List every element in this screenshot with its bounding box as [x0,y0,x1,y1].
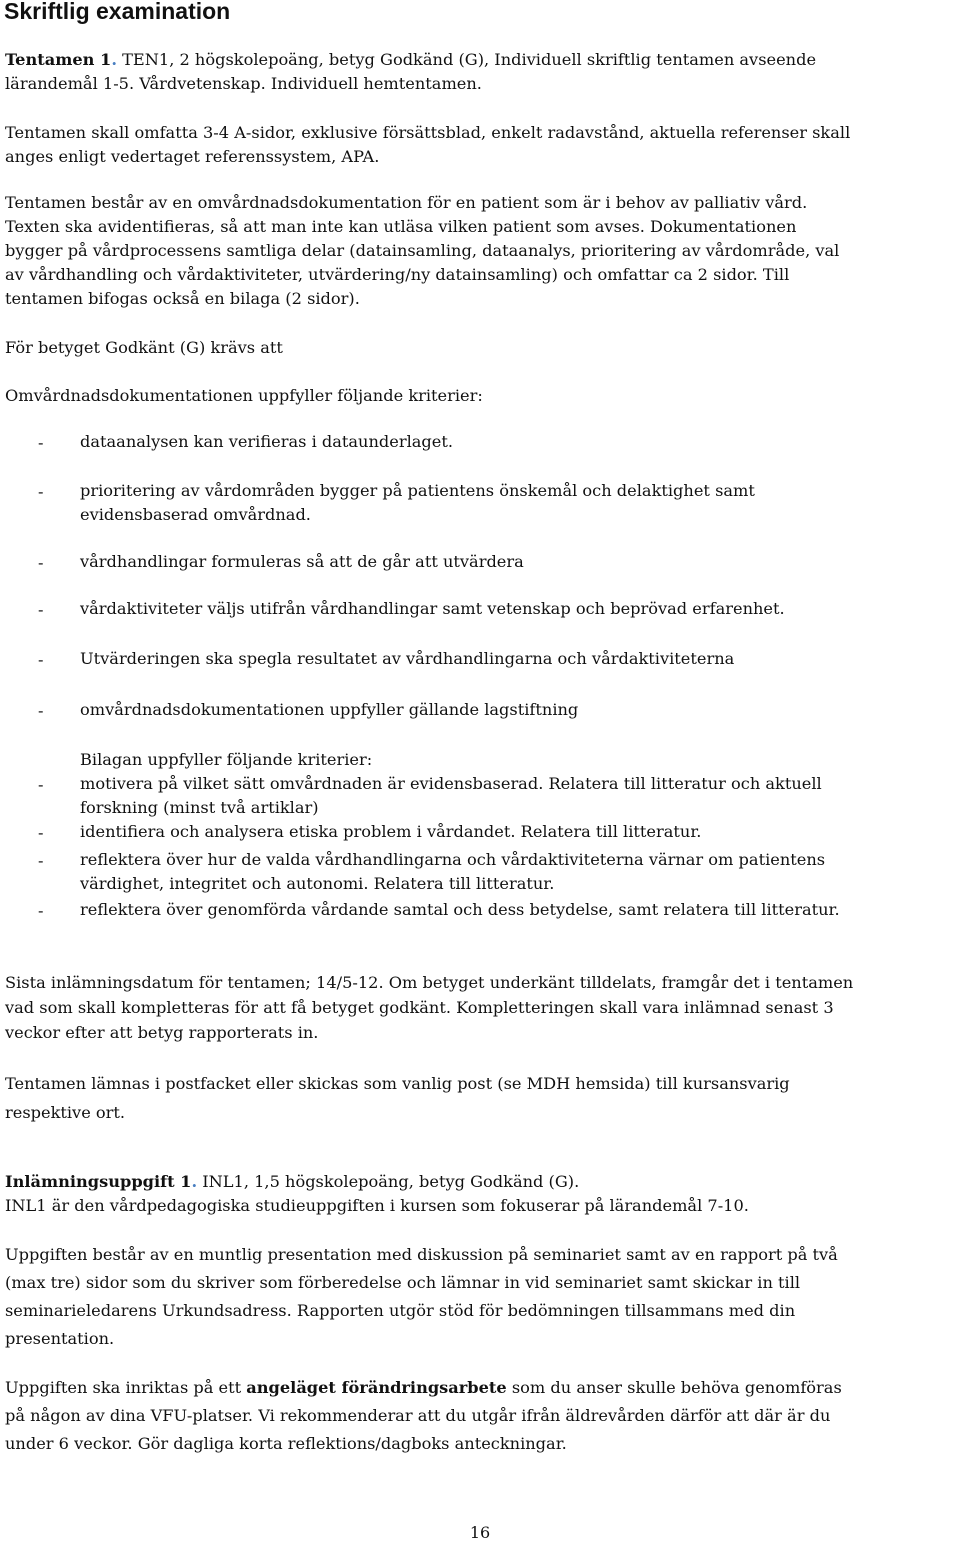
criteria-item-6: omvårdnadsdokumentationen uppfyller gällande lagstiftning [80,700,579,719]
tentamen-details: TEN1, 2 högskolepoäng, betyg Godkänd (G), Individuell skriftlig tentamen avseende [116,50,817,69]
task-line3: seminarieledarens Urkundsadress. Rapporten utgör stöd för bedömningen tillsammans med din [5,1301,796,1320]
focus-line2: på någon av dina VFU-platser. Vi rekommenderar att du utgår ifrån äldrevården därför att där är du [5,1406,831,1425]
list-bullet: - [38,701,44,720]
criteria-intro: Omvårdnadsdokumentationen uppfyller följande kriterier: [5,386,483,405]
tentamen-label: Tentamen 1 [5,50,112,69]
inlamning-label: Inlämningsuppgift 1 [5,1172,192,1191]
appendix-intro: Bilagan uppfyller följande kriterier: [80,750,373,769]
description-line4: av vårdhandling och vårdaktiviteter, utvärdering/ny datainsamling) och omfattar ca 2 sidor. Till [5,265,790,284]
appendix-item-1: motivera på vilket sätt omvårdnaden är evidensbaserad. Relatera till litteratur och aktuell [80,774,822,793]
list-bullet: - [38,600,44,619]
task-line4: presentation. [5,1329,115,1348]
deadline-line2: vad som skall kompletteras för att få betyget godkänt. Kompletteringen skall vara inlämnad senast 3 [5,998,834,1017]
tentamen-heading-line [5,48,816,72]
task-line2: (max tre) sidor som du skriver som förberedelse och lämnar in vid seminariet samt skickar in till [5,1273,801,1292]
criteria-item-2-cont: evidensbaserad omvårdnad. [80,505,311,524]
criteria-item-2: prioritering av vårdområden bygger på patientens önskemål och delaktighet samt [80,481,755,500]
inlamning-label-dot: . [191,1172,198,1191]
scope-line1: Tentamen skall omfatta 3-4 A-sidor, exklusive försättsblad, enkelt radavstånd, aktuella referenser skall [5,123,851,142]
list-bullet: - [38,433,44,452]
criteria-item-3: vårdhandlingar formuleras så att de går att utvärdera [80,552,524,571]
list-bullet: - [38,482,44,501]
list-bullet: - [38,650,44,669]
page-number: 16 [469,1523,491,1542]
task-line1: Uppgiften består av en muntlig presentation med diskussion på seminariet samt av en rapport på två [5,1245,838,1264]
deadline-line1: Sista inlämningsdatum för tentamen; 14/5-12. Om betyget underkänt tilldelats, framgår det i tentamen [5,973,854,992]
appendix-item-4: reflektera över genomförda vårdande samtal och dess betydelse, samt relatera till litteratur. [80,900,840,919]
focus-line1-pre: Uppgiften ska inriktas på ett [5,1378,247,1397]
page-title: Skriftlig examination [4,0,231,24]
appendix-item-2: identifiera och analysera etiska problem i vårdandet. Relatera till litteratur. [80,822,702,841]
deadline-line3: veckor efter att betyg rapporterats in. [5,1023,319,1042]
appendix-item-3-cont: värdighet, integritet och autonomi. Relatera till litteratur. [80,874,555,893]
tentamen-details-line2: lärandemål 1-5. Vårdvetenskap. Individuell hemtentamen. [5,74,482,93]
criteria-item-4: vårdaktiviteter väljs utifrån vårdhandlingar samt vetenskap och beprövad erfarenhet. [80,599,785,618]
grade-requirement: För betyget Godkänt (G) krävs att [5,338,283,357]
list-bullet: - [38,553,44,572]
appendix-item-3: reflektera över hur de valda vårdhandlingarna och vårdaktiviteterna värnar om patientens [80,850,826,869]
list-bullet: - [38,901,44,920]
tentamen-label-dot: . [111,50,117,69]
inlamning-details: INL1, 1,5 högskolepoäng, betyg Godkänd (G). [197,1172,580,1191]
list-bullet: - [38,775,44,794]
criteria-item-1: dataanalysen kan verifieras i dataunderlaget. [80,432,454,451]
focus-line1-post: som du anser skulle behöva genomföras [506,1378,842,1397]
description-line3: bygger på vårdprocessens samtliga delar (datainsamling, dataanalys, prioritering av vårdområde, val [5,241,840,260]
description-line5: tentamen bifogas också en bilaga (2 sidor). [5,289,360,308]
submission-line2: respektive ort. [5,1103,126,1122]
criteria-item-5: Utvärderingen ska spegla resultatet av vårdhandlingarna och vårdaktiviteterna [80,649,735,668]
focus-line1 [5,1374,842,1402]
inlamning-line2: INL1 är den vårdpedagogiska studieuppgiften i kursen som fokuserar på lärandemål 7-10. [5,1196,749,1215]
appendix-item-1-cont: forskning (minst två artiklar) [80,798,319,817]
description-line1: Tentamen består av en omvårdnadsdokumentation för en patient som är i behov av palliativ vård. [5,193,808,212]
list-bullet: - [38,823,44,842]
inlamning-heading-line [5,1170,579,1194]
submission-line1: Tentamen lämnas i postfacket eller skickas som vanlig post (se MDH hemsida) till kursansvarig [5,1074,790,1093]
focus-highlight: angeläget förändringsarbete [246,1378,507,1397]
focus-line3: under 6 veckor. Gör dagliga korta reflektions/dagboks anteckningar. [5,1434,567,1453]
scope-line2: anges enligt vedertaget referenssystem, APA. [5,147,380,166]
description-line2: Texten ska avidentifieras, så att man inte kan utläsa vilken patient som avses. Dokumentationen [5,217,797,236]
list-bullet: - [38,851,44,870]
